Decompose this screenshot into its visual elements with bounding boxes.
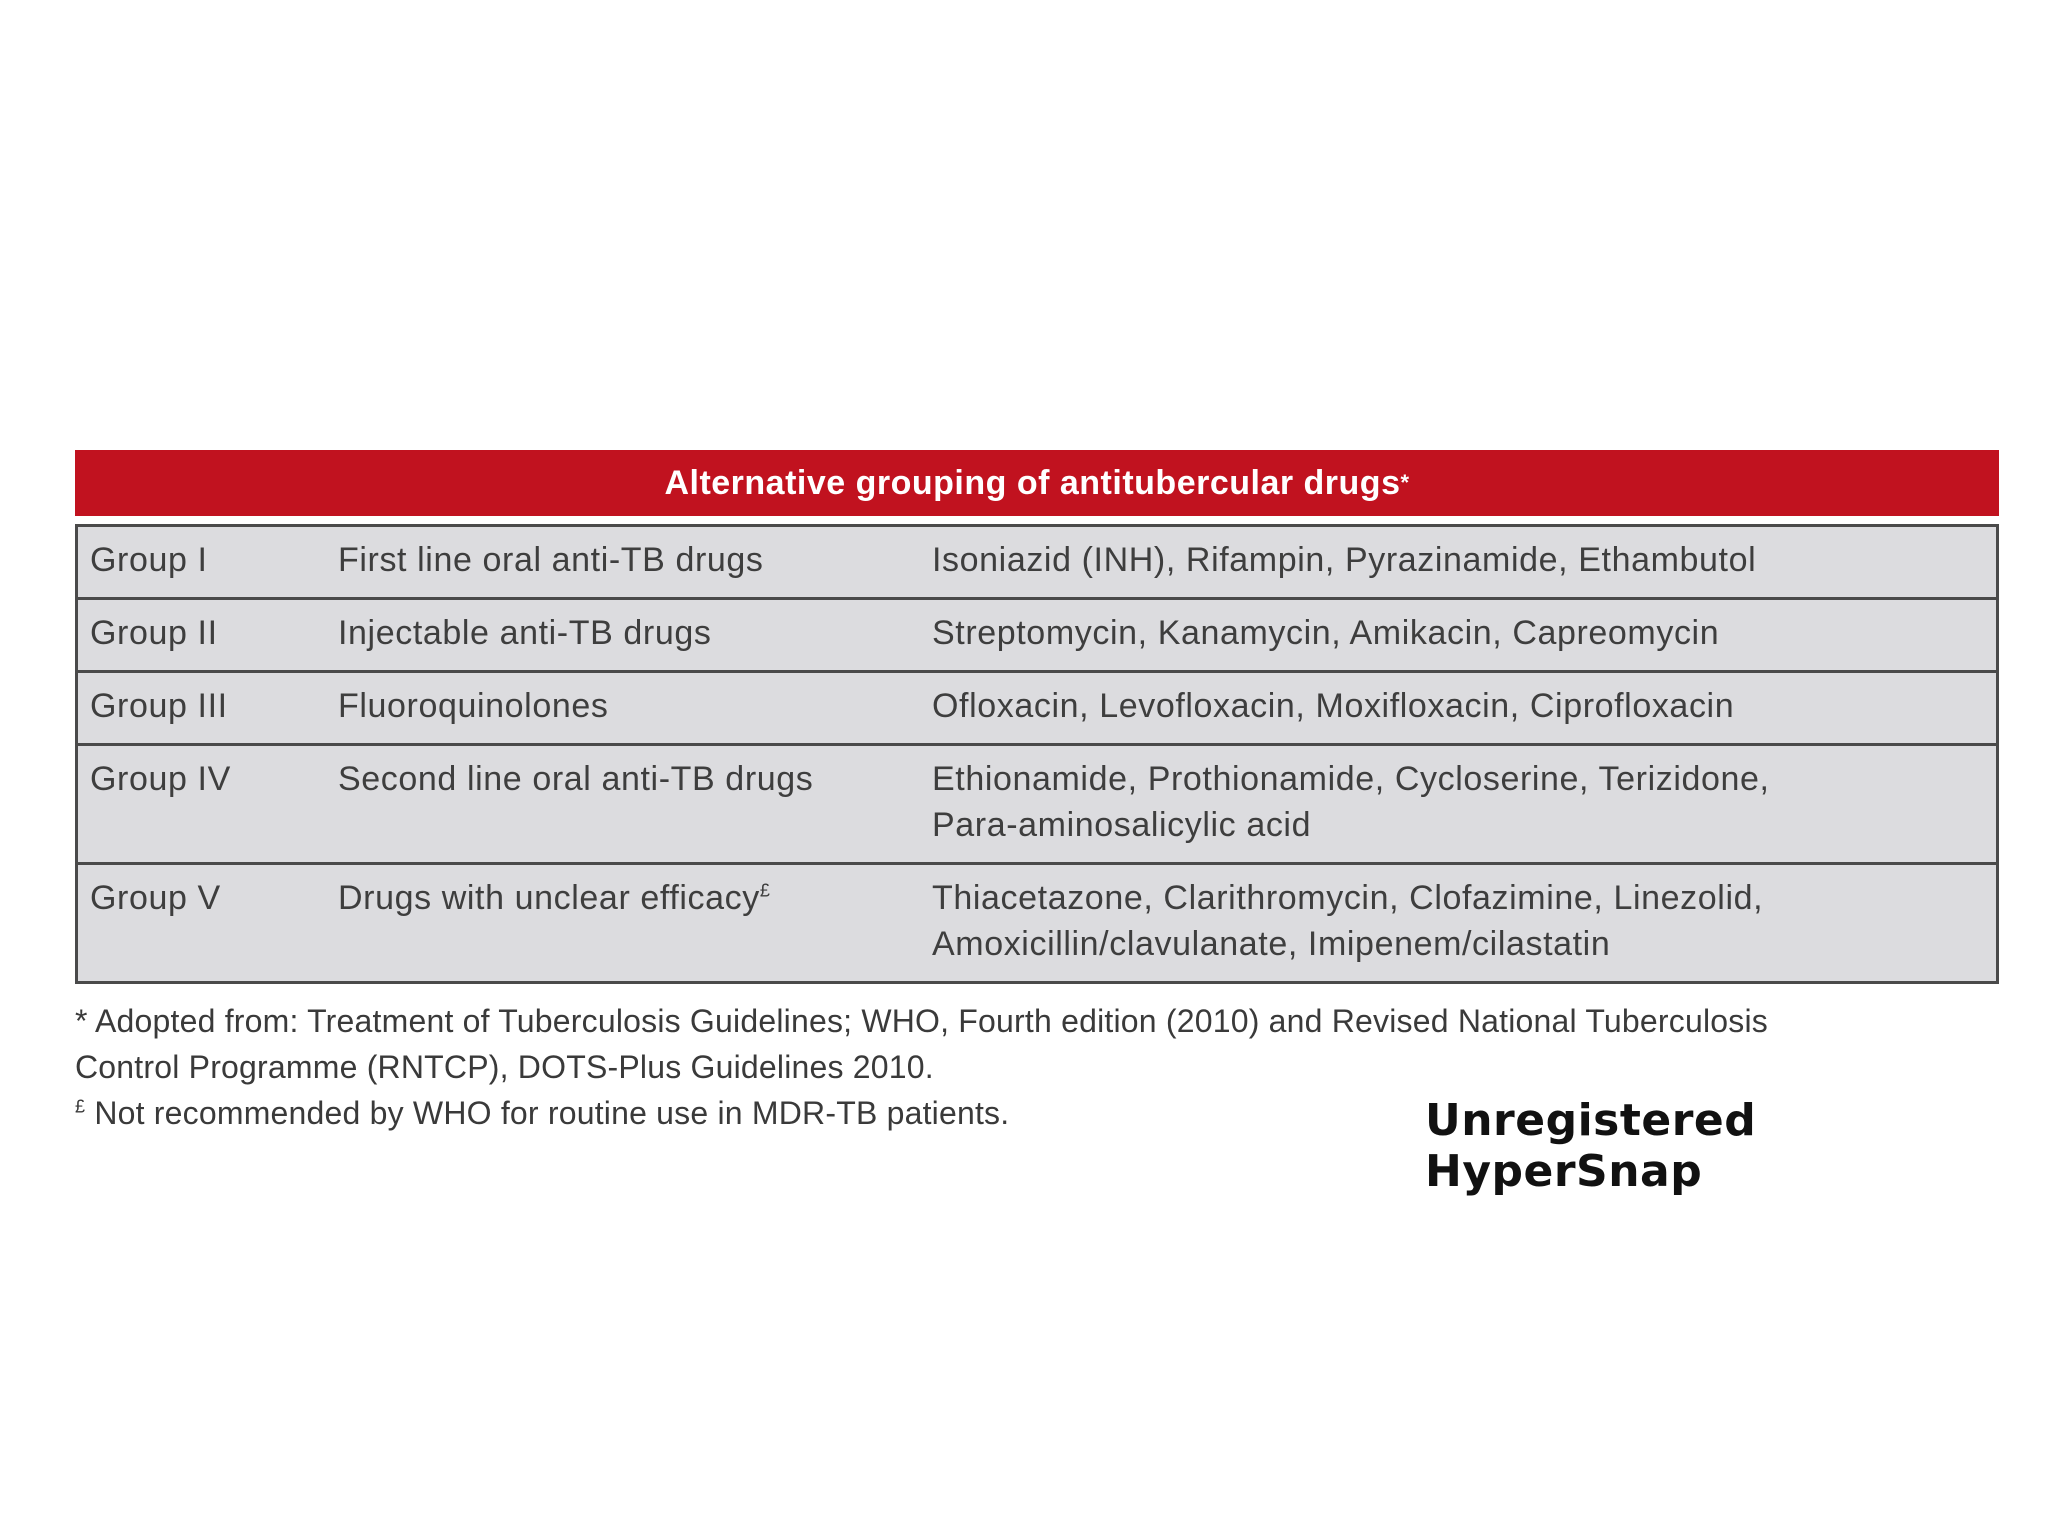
- drugs-line: Ethionamide, Prothionamide, Cycloserine, Terizidone,: [932, 760, 1770, 798]
- group-cell: Group IV: [90, 760, 231, 798]
- drugs-line: Amoxicillin/clavulanate, Imipenem/cilastatin: [932, 925, 1611, 963]
- drugs-line: Ofloxacin, Levofloxacin, Moxifloxacin, Ciprofloxacin: [932, 687, 1735, 725]
- hypersnap-watermark: Unregistered HyperSnap: [1425, 1095, 1757, 1197]
- table-row: [78, 743, 1996, 862]
- drug-table: [75, 524, 1999, 984]
- drugs-line: Thiacetazone, Clarithromycin, Clofazimine, Linezolid,: [932, 879, 1764, 917]
- footnote-1: [75, 998, 1999, 1044]
- drug-class-cell: [334, 865, 932, 981]
- drugs-line: Streptomycin, Kanamycin, Amikacin, Capreomycin: [932, 614, 1720, 652]
- drugs-cell: [932, 746, 1996, 862]
- group-cell: Group I: [90, 541, 208, 579]
- drugs-line: Para-aminosalicylic acid: [932, 806, 1312, 844]
- table-title-marker: *: [1400, 470, 1410, 495]
- footnote-2-text: Not recommended by WHO for routine use in MDR-TB patients.: [94, 1095, 1010, 1131]
- drug-class-cell: [334, 527, 932, 597]
- footnote-1-marker: *: [75, 1003, 88, 1039]
- drug-class-text: Fluoroquinolones: [338, 687, 609, 725]
- footnote-2-marker: £: [75, 1096, 86, 1117]
- footnote-1-continued: [75, 1044, 1999, 1090]
- table-row: [78, 597, 1996, 670]
- group-cell: Group V: [90, 879, 221, 917]
- table-title-bar: [75, 450, 1999, 516]
- footnote-1-line-1: Adopted from: Treatment of Tuberculosis Guidelines; WHO, Fourth edition (2010) and Revised National Tuberculosis: [94, 1003, 1768, 1039]
- table-row: [78, 862, 1996, 981]
- drug-class-text: First line oral anti-TB drugs: [338, 541, 764, 579]
- drug-class-text: Injectable anti-TB drugs: [338, 614, 712, 652]
- drug-class-marker: £: [759, 880, 771, 901]
- drug-class-text: Second line oral anti-TB drugs: [338, 760, 814, 798]
- drug-grouping-table-block: [75, 450, 1999, 1136]
- drugs-cell: [932, 527, 1996, 597]
- table-row: [78, 527, 1996, 597]
- drug-class-cell: [334, 746, 932, 862]
- group-cell: Group III: [90, 687, 228, 725]
- table-title: Alternative grouping of antitubercular drugs: [664, 463, 1401, 502]
- drugs-cell: [932, 600, 1996, 670]
- drug-class-cell: [334, 673, 932, 743]
- table-row: [78, 670, 1996, 743]
- drugs-cell: [932, 673, 1996, 743]
- group-cell: Group II: [90, 614, 218, 652]
- drug-class-cell: [334, 600, 932, 670]
- drugs-cell: [932, 865, 1996, 981]
- drug-class-text: Drugs with unclear efficacy: [338, 879, 760, 917]
- drugs-line: Isoniazid (INH), Rifampin, Pyrazinamide, Ethambutol: [932, 541, 1757, 579]
- footnote-1-line-2: Control Programme (RNTCP), DOTS-Plus Guidelines 2010.: [75, 1049, 934, 1085]
